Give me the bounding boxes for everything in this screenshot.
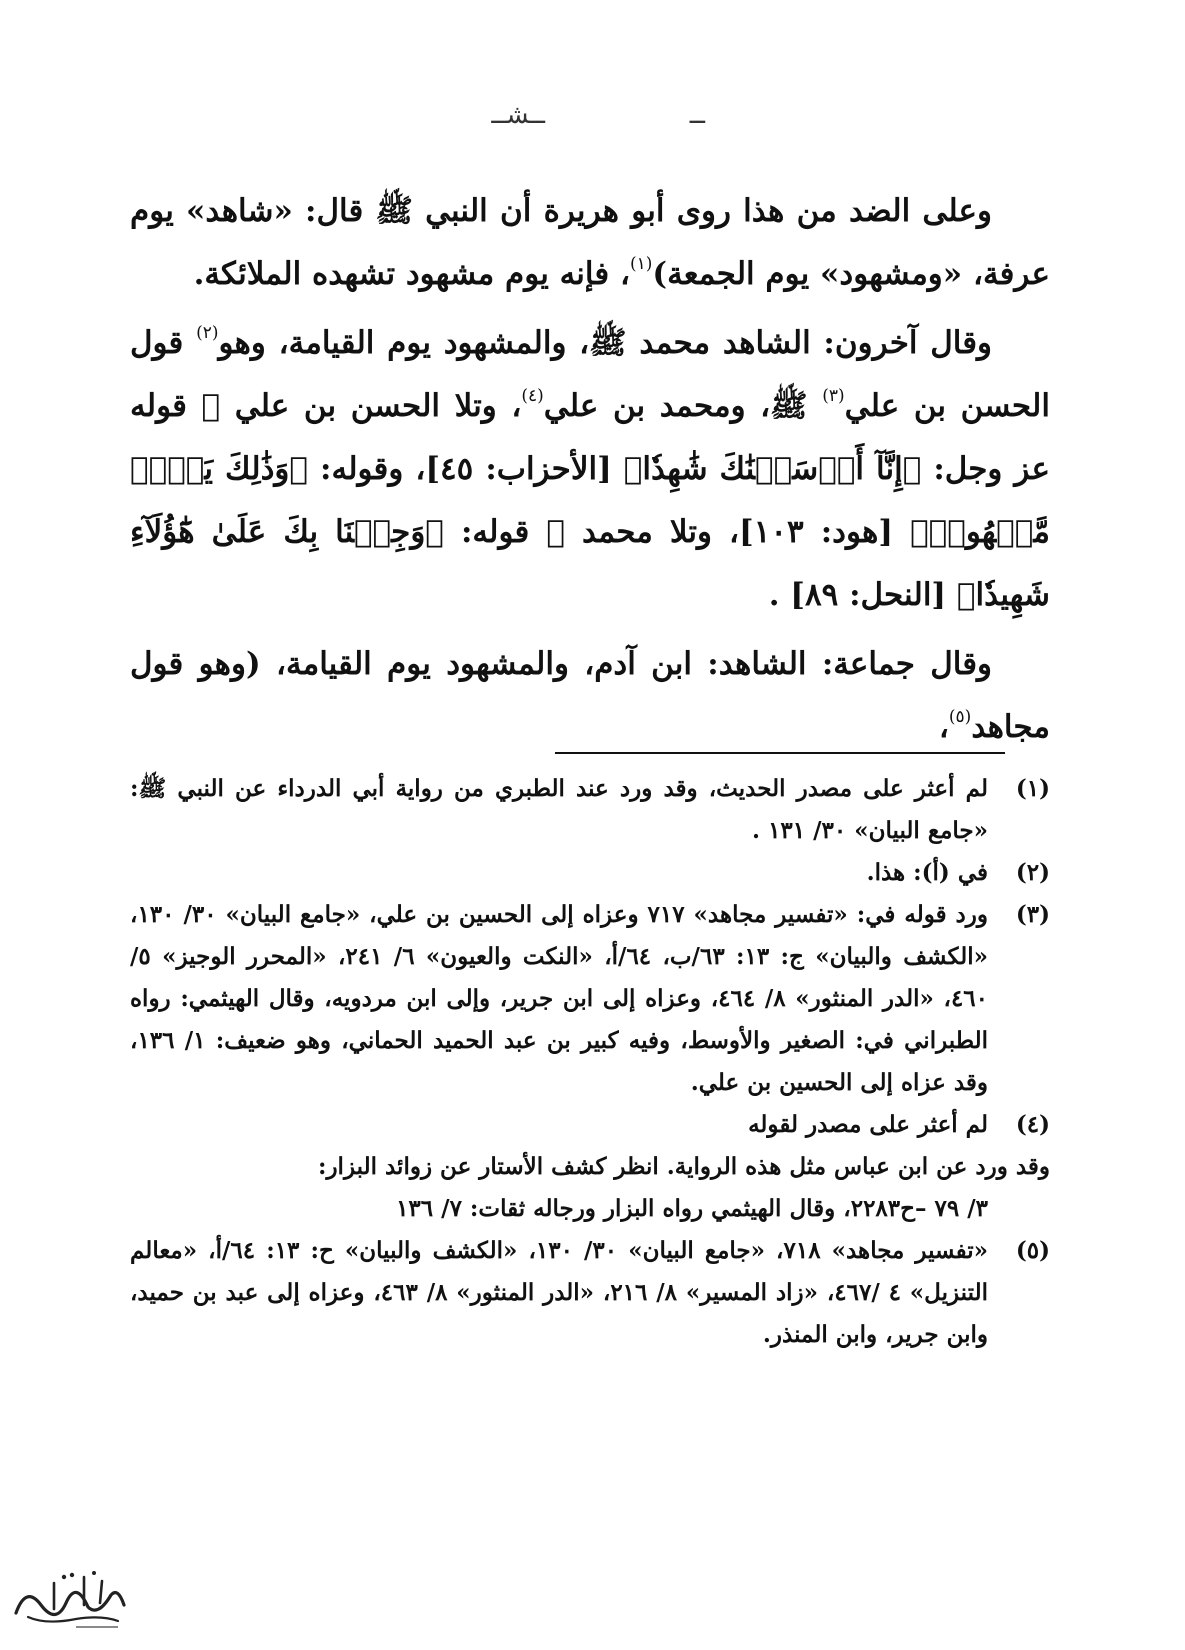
footnote-text: «تفسير مجاهد» ٧١٨، «جامع البيان» ٣٠/ ١٣٠، «الكشف والبيان» ح: ١٣: ٦٤/أ، «معالم التنزيل» ٤ /٤٦٧، «زاد المسير» ٨/ ٢١٦، «الدر المنثور» ٨/ ٤٦٣، وعزاه إلى عبد بن حميد، وابن جرير، وابن المنذر. — [130, 1237, 988, 1348]
footnote-number: (٢) — [1015, 859, 1050, 886]
running-head-fragment-right: ــ — [689, 100, 705, 130]
paragraph-1: وعلى الضد من هذا روى أبو هريرة أن النبي ﷺ قال: «شاهد» يوم عرفة، «ومشهود» يوم الجمعة)$^{(١)}$، فإنه يوم مشهود تشهده الملائكة. — [130, 193, 1050, 292]
footnote-4 — [130, 1104, 1050, 1230]
footnotes — [130, 768, 1050, 1356]
footnote-ref-2[interactable]: (٢) — [196, 322, 219, 343]
footnote-separator — [555, 752, 1005, 754]
footnote-continuation: ٣/ ٧٩ –ح٢٢٨٣، وقال الهيثمي رواه البزار ورجاله ثقات: ٧/ ١٣٦ — [396, 1195, 988, 1222]
footnote-number: (٣) — [1015, 901, 1050, 928]
footnote-ref-5[interactable]: (٥) — [948, 706, 972, 727]
main-text — [130, 180, 1050, 759]
footnote-5 — [130, 1230, 1050, 1356]
footnote-number: (١) — [1015, 775, 1050, 802]
footnote-continuation: وقد ورد عن ابن عباس مثل هذه الرواية. انظر كشف الأستار عن زوائد البزار: — [317, 1153, 1050, 1180]
footnote-ref-4[interactable]: (٤) — [521, 385, 544, 406]
footnote-text: ورد قوله في: «تفسير مجاهد» ٧١٧ وعزاه إلى الحسين بن علي، «جامع البيان» ٣٠/ ١٣٠، «الكشف والبيان» ج: ١٣: ٦٣/ب، ٦٤/أ، «النكت والعيون» ٦/ ٢٤١، «المحرر الوجيز» ٥/ ٤٦٠، «الدر المنثور» ٨/ ٤٦٤، وعزاه إلى ابن جرير، وإلى ابن مردويه، وقال الهيثمي: رواه الطبراني في: الصغير والأوسط، وفيه كبير بن عبد الحميد الحماني، وهو ضعيف: ١/ ١٣٦، وقد عزاه إلى الحسين بن علي. — [130, 901, 989, 1096]
footnote-2 — [130, 852, 1050, 894]
footnote-number: (٥) — [1015, 1237, 1050, 1264]
paragraph-2: وقال آخرون: الشاهد محمد ﷺ، والمشهود يوم القيامة، وهو$^{(٢)}$ قول الحسن بن علي$^{(٣)}$ ﷺ، ومحمد بن علي$^{(٤)}$، وتلا الحسن بن علي ﷺ قوله عز وجل: ﴿إِنَّآ أَرۡسَلۡنَٰكَ شَٰهِدٗا﴾ [الأحزاب: ٤٥]، وقوله: ﴿وَذَٰلِكَ يَوۡمٞ مَّشۡهُودٞ﴾ [هود: ١٠٣]، وتلا محمد ﷺ قوله: ﴿وَجِئۡنَا بِكَ عَلَىٰ هَٰٓؤُلَآءِ شَهِيدٗا﴾ [النحل: ٨٩] . — [130, 322, 1050, 613]
footnote-ref-1[interactable]: (١) — [629, 253, 653, 274]
publisher-calligraphy-logo — [6, 1565, 130, 1635]
footnote-number: (٤) — [1015, 1111, 1050, 1138]
running-head — [0, 98, 1185, 132]
paragraph-3: وقال جماعة: الشاهد: ابن آدم، والمشهود يوم القيامة، (وهو قول مجاهد$^{(٥)}$، — [130, 646, 1050, 745]
footnote-ref-3[interactable]: (٣) — [822, 385, 845, 406]
running-head-fragment-left: ــشــ — [491, 100, 545, 130]
footnote-3 — [130, 894, 1050, 1104]
footnote-text: في (أ): هذا. — [866, 859, 988, 886]
footnote-1 — [130, 768, 1050, 852]
footnote-text: لم أعثر على مصدر لقوله — [748, 1111, 988, 1138]
footnote-text: لم أعثر على مصدر الحديث، وقد ورد عند الطبري من رواية أبي الدرداء عن النبي ﷺ: «جامع البيان» ٣٠/ ١٣١ . — [130, 775, 988, 844]
